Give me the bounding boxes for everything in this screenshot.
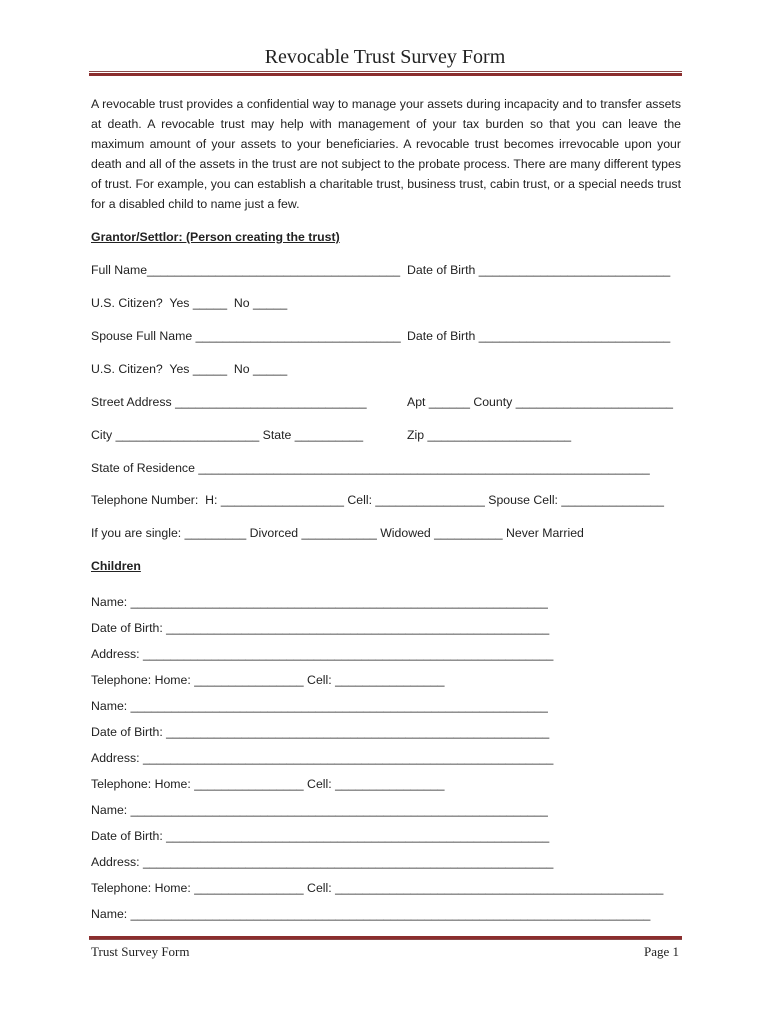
grantor-full-name-field[interactable]: Full Name_____________________________________ [91,263,401,277]
child-field[interactable]: Date of Birth: ________________________________________________________ [91,829,550,843]
header-rule [89,71,682,76]
child-field[interactable]: Date of Birth: ________________________________________________________ [91,621,550,635]
intro-paragraph: A revocable trust provides a confidential way to manage your assets during incapacity and to transfer assets at death. A revocable trust may help with management of your tax burden so that you can leave the maximum amount of your assets to your beneficiaries. A revocable trust becomes irrevocable upon your death and all of the assets in the trust are not subject to the probate process. There are many different types of trust. For example, you can establish a charitable trust, business trust, cabin trust, or a special needs trust for a disabled child to name just a few. [91,97,681,211]
telephone-field[interactable]: Telephone Number: H: __________________ Cell: ________________ Spouse Cell: _______________ [91,493,664,507]
page-title: Revocable Trust Survey Form [264,46,506,68]
spouse-name-field[interactable]: Spouse Full Name ______________________________ [91,329,401,343]
city-state-field[interactable]: City _____________________ State __________ [91,428,364,442]
apt-county-field[interactable]: Apt ______ County _______________________ [407,395,673,409]
child-field[interactable]: Telephone: Home: ________________ Cell: ________________________________________________ [91,881,664,895]
spouse-citizen-field[interactable]: U.S. Citizen? Yes _____ No _____ [91,362,288,376]
street-address-field[interactable]: Street Address ____________________________ [91,395,367,409]
footer-rule [89,935,682,940]
child-field[interactable]: Name: _____________________________________________________________ [91,803,548,817]
footer-title: Trust Survey Form [91,944,190,959]
children-heading: Children [91,559,141,573]
grantor-dob-field[interactable]: Date of Birth ____________________________ [407,263,671,277]
child-field[interactable]: Telephone: Home: ________________ Cell: ________________ [91,777,445,791]
child-field[interactable]: Address: ____________________________________________________________ [91,751,554,765]
child-field[interactable]: Date of Birth: ________________________________________________________ [91,725,550,739]
page-number: Page 1 [643,944,679,959]
child-field[interactable]: Address: ____________________________________________________________ [91,647,554,661]
child-field[interactable]: Telephone: Home: ________________ Cell: ________________ [91,673,445,687]
grantor-heading: Grantor/Settlor: (Person creating the trust) [91,230,340,244]
zip-field[interactable]: Zip _____________________ [407,428,572,442]
marital-status-field[interactable]: If you are single: _________ Divorced ___________ Widowed __________ Never Married [91,526,584,540]
child-field[interactable]: Name: _____________________________________________________________ [91,595,548,609]
spouse-dob-field[interactable]: Date of Birth ____________________________ [407,329,671,343]
child-field[interactable]: Name: ____________________________________________________________________________ [91,907,651,921]
child-field[interactable]: Name: _____________________________________________________________ [91,699,548,713]
grantor-citizen-field[interactable]: U.S. Citizen? Yes _____ No _____ [91,296,288,310]
state-residence-field[interactable]: State of Residence __________________________________________________________________ [91,461,650,475]
child-field[interactable]: Address: ____________________________________________________________ [91,855,554,869]
